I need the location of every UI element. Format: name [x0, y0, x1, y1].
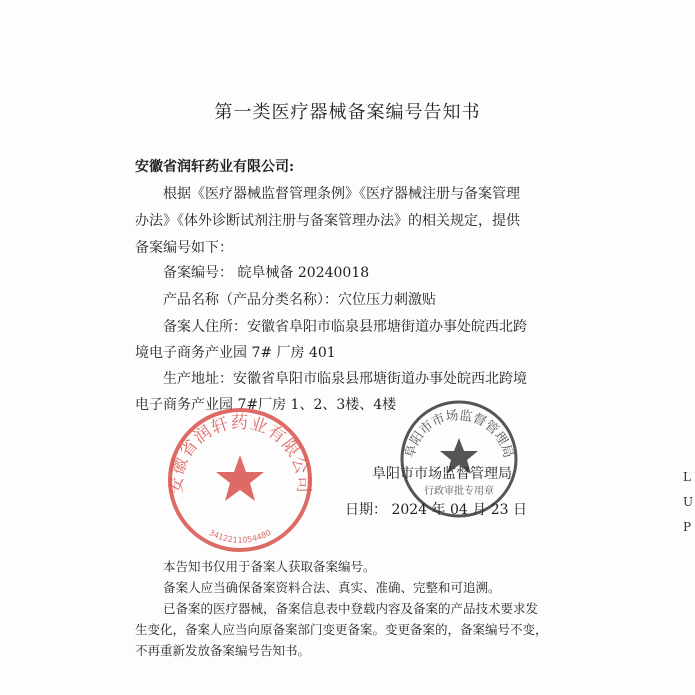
document-title: 第一类医疗器械备案编号告知书	[214, 102, 481, 123]
note-line-5: 不再重新发放备案编号告知书。	[135, 643, 311, 658]
product-name: 产品名称（产品分类名称）：穴位压力刺激贴	[163, 292, 436, 308]
star-icon	[440, 438, 478, 474]
company-seal	[165, 405, 315, 555]
filing-number: 备案编号： 皖阜械备 20240018	[163, 265, 370, 281]
issue-date: 日期： 2024 年 04 月 23 日	[345, 502, 527, 518]
intro-line-2: 办法》《体外诊断试剂注册与备案管理办法》的相关规定，提供	[135, 213, 520, 229]
note-line-3: 已备案的医疗器械，备案信息表中登载内容及备案的产品技术要求发	[163, 601, 539, 616]
official-seal-arc-text: 阜阳市市场监督管理局	[402, 408, 516, 460]
intro-line-3: 备案编号如下：	[135, 240, 233, 256]
intro-line-1: 根据《医疗器械监督管理条例》《医疗器械注册与备案管理	[163, 186, 520, 202]
filer-address-line-2: 境电子商务产业园 7# 厂房 401	[135, 345, 336, 361]
official-seal	[398, 398, 520, 520]
addressee: 安徽省润轩药业有限公司:	[135, 159, 295, 175]
edge-mark-3: P	[683, 520, 692, 534]
production-address-line-2: 电子商务产业园 7#厂房 1、2、3楼、4楼	[135, 397, 397, 413]
company-seal-code: 3412211054480	[207, 528, 273, 545]
official-seal-band-text: 行政审批专用章	[424, 486, 494, 497]
note-line-4: 生变化，备案人应当向原备案部门变更备案。变更备案的，备案编号不变，	[135, 622, 548, 637]
company-seal-name: 安徽省润轩药业有限公司	[166, 412, 314, 495]
note-line-1: 本告知书仅用于备案人获取备案编号。	[163, 559, 376, 574]
filer-address-line-1: 备案人住所：安徽省阜阳市临泉县邢塘街道办事处皖西北跨	[163, 319, 527, 335]
star-icon	[216, 455, 264, 501]
issuing-authority: 阜阳市市场监督管理局	[372, 466, 512, 482]
edge-mark-2: U	[683, 495, 694, 509]
note-line-2: 备案人应当确保备案资料合法、真实、准确、完整和可追溯。	[163, 580, 501, 595]
production-address-line-1: 生产地址：安徽省阜阳市临泉县邢塘街道办事处皖西北跨境	[163, 371, 527, 387]
edge-mark-1: L	[683, 470, 691, 484]
